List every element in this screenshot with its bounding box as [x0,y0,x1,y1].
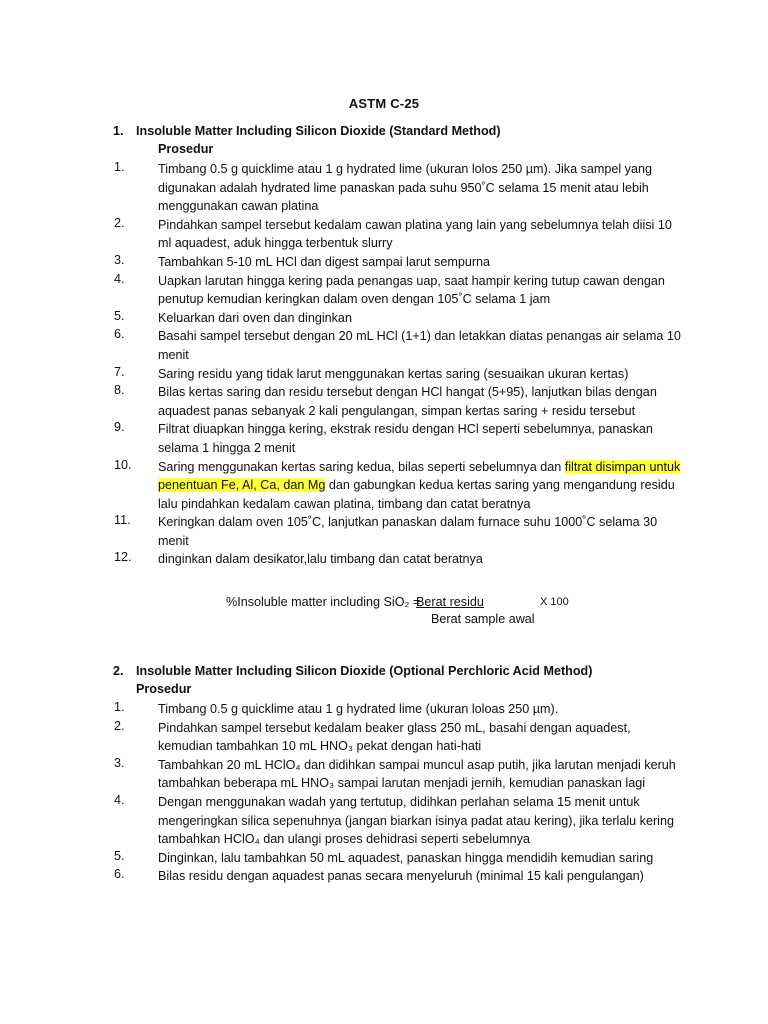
step-item [0,272,768,309]
step-number: 9. [114,420,125,435]
step-item [0,160,768,216]
document-title: ASTM C-25 [348,96,420,111]
step-item [0,513,768,550]
procedure-steps [0,700,768,886]
formula-label: %Insoluble matter including SiO₂ = [226,595,421,609]
step-text: Tambahkan 20 mL HClO₄ dan didihkan sampai muncul asap putih, jika larutan menjadi keruh tambahkan beberapa mL HNO₃ sampai larutan menjadi jernih, kemudian panaskan lagi [158,757,676,791]
step-number: 11. [114,513,131,528]
step-text [158,458,688,514]
step-number: 4. [114,271,125,286]
step-number: 3. [114,755,125,770]
step-item [0,216,768,253]
step-text: Filtrat diuapkan hingga kering, ekstrak residu dengan HCl seperti sebelumnya, panaskan selama 1 hingga 2 menit [158,422,653,455]
step-text: Pindahkan sampel tersebut kedalam beaker glass 250 mL, basahi dengan aquadest, kemudian tambahkan 10 mL HNO₃ pekat dengan hati-hati [158,720,631,754]
step-text: Pindahkan sampel tersebut kedalam cawan platina yang lain yang sebelumnya telah diisi 10 ml aquadest, aduk hingga terbentuk slurry [158,217,672,251]
highlighted-text: filtrat disimpan untuk penentuan Fe, Al, Ca, dan Mg [158,459,681,493]
procedure-steps [0,160,768,569]
step-number: 2. [114,215,125,230]
step-text: Timbang 0.5 g quicklime atau 1 g hydrated lime (ukuran loloas 250 µm). [158,702,559,716]
step-item [0,793,768,849]
procedure-label [0,142,768,160]
procedure-label-text: Prosedur [158,142,214,156]
section-standard-method [0,124,768,569]
step-item [0,309,768,328]
step-item [0,849,768,868]
formula-denominator: Berat sample awal [431,612,535,626]
step-text-before: Saring menggunakan kertas saring kedua, bilas seperti sebelumnya dan [158,459,565,474]
formula-numerator: Berat residu [416,595,484,609]
step-number: 1. [114,160,125,174]
section-heading [0,124,768,142]
step-item [0,253,768,272]
procedure-label-text: Prosedur [136,682,192,696]
step-text: Tambahkan 5-10 mL HCl dan digest sampai larut sempurna [158,254,491,269]
step-text: Dinginkan, lalu tambahkan 50 mL aquadest, panaskan hingga mendidih kemudian saring [158,850,654,865]
step-item [0,550,768,569]
step-number: 5. [114,308,125,323]
step-number: 6. [114,327,125,342]
step-item [0,327,768,364]
step-text: Uapkan larutan hingga kering pada penangas uap, saat hampir kering tutup cawan dengan penutup kemudian keringkan dalam oven dengan 105˚C selama 1 jam [158,273,665,307]
step-number: 8. [114,383,125,398]
step-text: Dengan menggunakan wadah yang tertutup, didihkan perlahan selama 15 menit untuk mengeringkan silica sepenuhnya (jangan biarkan isinya padat atau kering), jika terlalu kering tambahkan HClO₄ dan ulangi proses dehidrasi seperti sebelumnya [158,794,674,847]
step-text-after: dan gabungkan kedua kertas saring yang mengandung residu lalu pindahkan kedalam cawan platina, timbang dan catat beratnya [158,478,675,511]
step-number: 5. [114,848,125,863]
section-number: 1. [113,124,124,138]
step-item [0,365,768,384]
step-text: Keluarkan dari oven dan dinginkan [158,310,352,325]
step-item [0,420,768,457]
step-number: 7. [114,364,125,379]
section-title: Insoluble Matter Including Silicon Dioxide (Standard Method) [136,124,501,138]
step-item [0,700,768,719]
step-item [0,458,768,514]
step-number: 3. [114,252,125,267]
section-title: Insoluble Matter Including Silicon Dioxide (Optional Perchloric Acid Method) [136,664,593,678]
formula-block [0,594,768,630]
step-number: 1. [114,700,125,714]
step-number: 10. [114,457,132,472]
step-item [0,867,768,886]
step-number: 4. [114,792,125,807]
step-number: 6. [114,867,125,882]
step-text: Bilas kertas saring dan residu tersebut dengan HCl hangat (5+95), lanjutkan bilas dengan aquadest panas sebanyak 2 kali pengulangan, simpan kertas saring + residu tersebut [158,385,657,418]
step-text: Timbang 0.5 g quicklime atau 1 g hydrated lime (ukuran lolos 250 µm). Jika sampel yang digunakan adalah hydrated lime panaskan pada suhu 950˚C selama 15 menit atau lebih menggunakan cawan platina [158,162,652,214]
step-text: dinginkan dalam desikator,lalu timbang dan catat beratnya [158,552,483,567]
step-text: Keringkan dalam oven 105˚C, lanjutkan panaskan dalam furnace suhu 1000˚C selama 30 menit [158,515,658,548]
section-number: 2. [113,664,124,678]
step-text: Basahi sampel tersebut dengan 20 mL HCl (1+1) dan letakkan diatas penangas air selama 10 menit [158,329,681,362]
step-number: 2. [114,718,125,733]
procedure-label [0,682,768,700]
step-item [0,756,768,793]
step-number: 12. [114,550,132,565]
step-item [0,383,768,420]
step-text: Bilas residu dengan aquadest panas secara menyeluruh (minimal 15 kali pengulangan) [158,869,644,884]
step-item [0,719,768,756]
section-heading [0,664,768,682]
step-text: Saring residu yang tidak larut menggunakan kertas saring (sesuaikan ukuran kertas) [158,366,629,381]
section-perchloric-method [0,664,768,886]
formula-multiplier: X 100 [540,596,569,608]
